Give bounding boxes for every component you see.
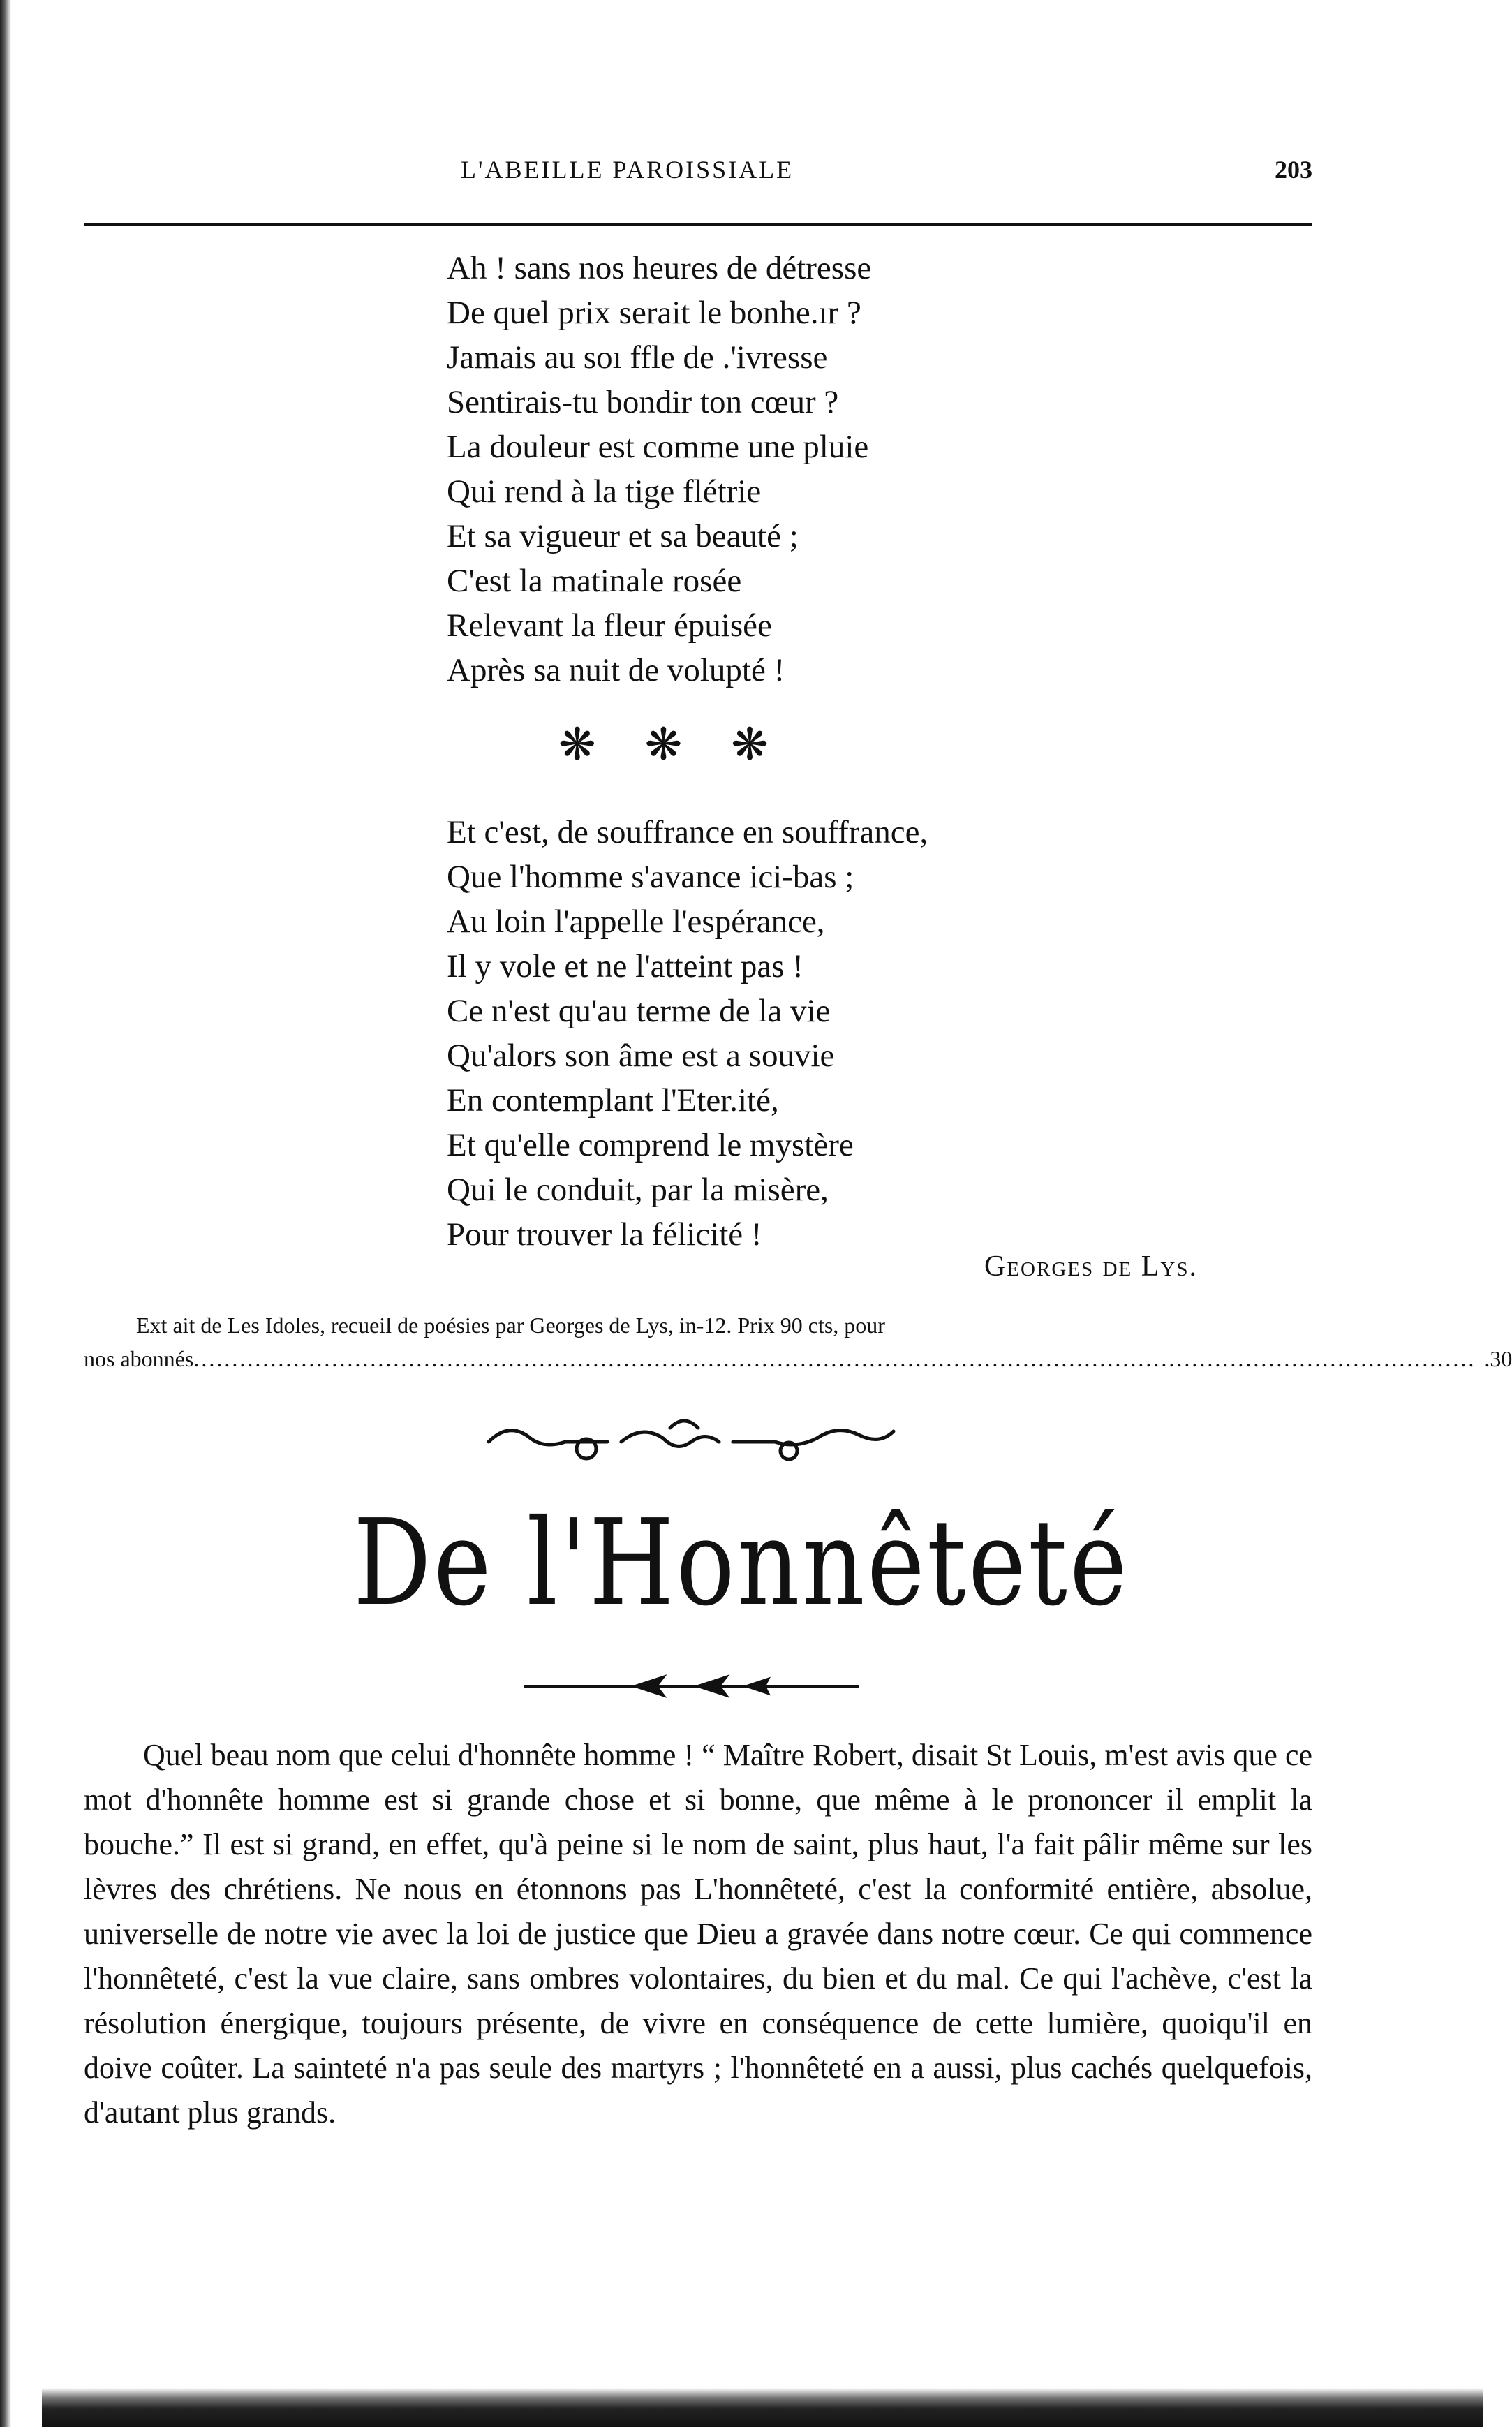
- page-number: 203: [1275, 156, 1312, 184]
- subscriber-price-line: [84, 1346, 1512, 1372]
- poem-line: Au loin l'appelle l'espérance,: [447, 903, 825, 940]
- star-ornament-icon: ❋: [644, 720, 683, 769]
- poem-line: Pour trouver la félicité !: [447, 1216, 762, 1253]
- poem-stanza-1: [447, 246, 871, 693]
- poem-line: En contemplant l'Eter.ité,: [447, 1082, 779, 1119]
- poem-line: Ce n'est qu'au terme de la vie: [447, 993, 831, 1029]
- stanza-separator: [558, 720, 769, 769]
- poem-line: Que l'homme s'avance ici-bas ;: [447, 859, 854, 895]
- article-body: [84, 1733, 1312, 2135]
- page-bottom-edge: [42, 2388, 1483, 2427]
- poem-line: Qui rend à la tige flétrie: [447, 473, 762, 510]
- dot-leader: .......................................................................................................................................................................: [193, 1346, 1476, 1371]
- source-note: Ext ait de Les Idoles, recueil de poésies par Georges de Lys, in-12. Prix 90 cts, pour: [136, 1313, 885, 1338]
- poem-line: Et qu'elle comprend le mystère: [447, 1127, 854, 1163]
- poem-stanza-2: [447, 810, 928, 1257]
- poem-line: Jamais au soı ffle de .'ivresse: [447, 339, 828, 376]
- star-ornament-icon: ❋: [731, 720, 769, 769]
- poem-line: Et c'est, de souffrance en souffrance,: [447, 814, 928, 850]
- divider-ornament-icon: [517, 1669, 866, 1704]
- poem-line: C'est la matinale rosée: [447, 563, 742, 599]
- poem-line: Ah ! sans nos heures de détresse: [447, 250, 872, 286]
- poem-line: Et sa vigueur et sa beauté ;: [447, 518, 799, 554]
- poem-line: Après sa nuit de volupté !: [447, 652, 785, 688]
- article-paragraph: Quel beau nom que celui d'honnête homme ! “ Maître Robert, disait St Louis, m'est avis que ce mot d'honnête homme est si grande chose et si bonne, que même à le prononcer il emplit la bouche.” Il est si grand, en effet, qu'à peine si le nom de saint, plus haut, l'a fait pâlir même sur les lèvres des chrétiens. Ne nous en étonnons pas L'honnêteté, c'est la conformité entière, absolue, universelle de notre vie avec la loi de justice que Dieu a gravée dans notre cœur. Ce qui commence l'honnêteté, c'est la vue claire, sans ombres volontaires, du bien et du mal. Ce qui l'achève, c'est la résolution énergique, toujours présente, de vivre en conséquence de cette lumière, quoiqu'il en doive coûter. La sainteté n'a pas seule des martyrs ; l'honnêteté en a aussi, plus cachés quelquefois, d'autant plus grands.: [84, 1738, 1312, 2130]
- subscriber-label: nos abonnés: [84, 1346, 194, 1371]
- poem-line: De quel prix serait le bonhe.ır ?: [447, 295, 861, 331]
- poem-line: Qui le conduit, par la misère,: [447, 1172, 829, 1208]
- running-header: [461, 155, 1312, 197]
- page-left-edge: [0, 0, 11, 2427]
- article-heading: De l'Honnêteté: [353, 1494, 1129, 1632]
- poem-line: Sentirais-tu bondir ton cœur ?: [447, 384, 839, 420]
- poem-line: La douleur est comme une pluie: [447, 429, 869, 465]
- poem-line: Relevant la fleur épuisée: [447, 607, 772, 644]
- poem-author: Georges de Lys.: [984, 1251, 1199, 1283]
- star-ornament-icon: ❋: [558, 720, 596, 769]
- journal-title: L'ABEILLE PAROISSIALE: [461, 156, 794, 184]
- header-rule: [84, 223, 1312, 226]
- poem-line: Qu'alors son âme est a souvie: [447, 1038, 835, 1074]
- poem-line: Il y vole et ne l'atteint pas !: [447, 948, 803, 984]
- subscriber-price: .30: [1484, 1346, 1512, 1371]
- scroll-ornament-icon: [482, 1410, 900, 1473]
